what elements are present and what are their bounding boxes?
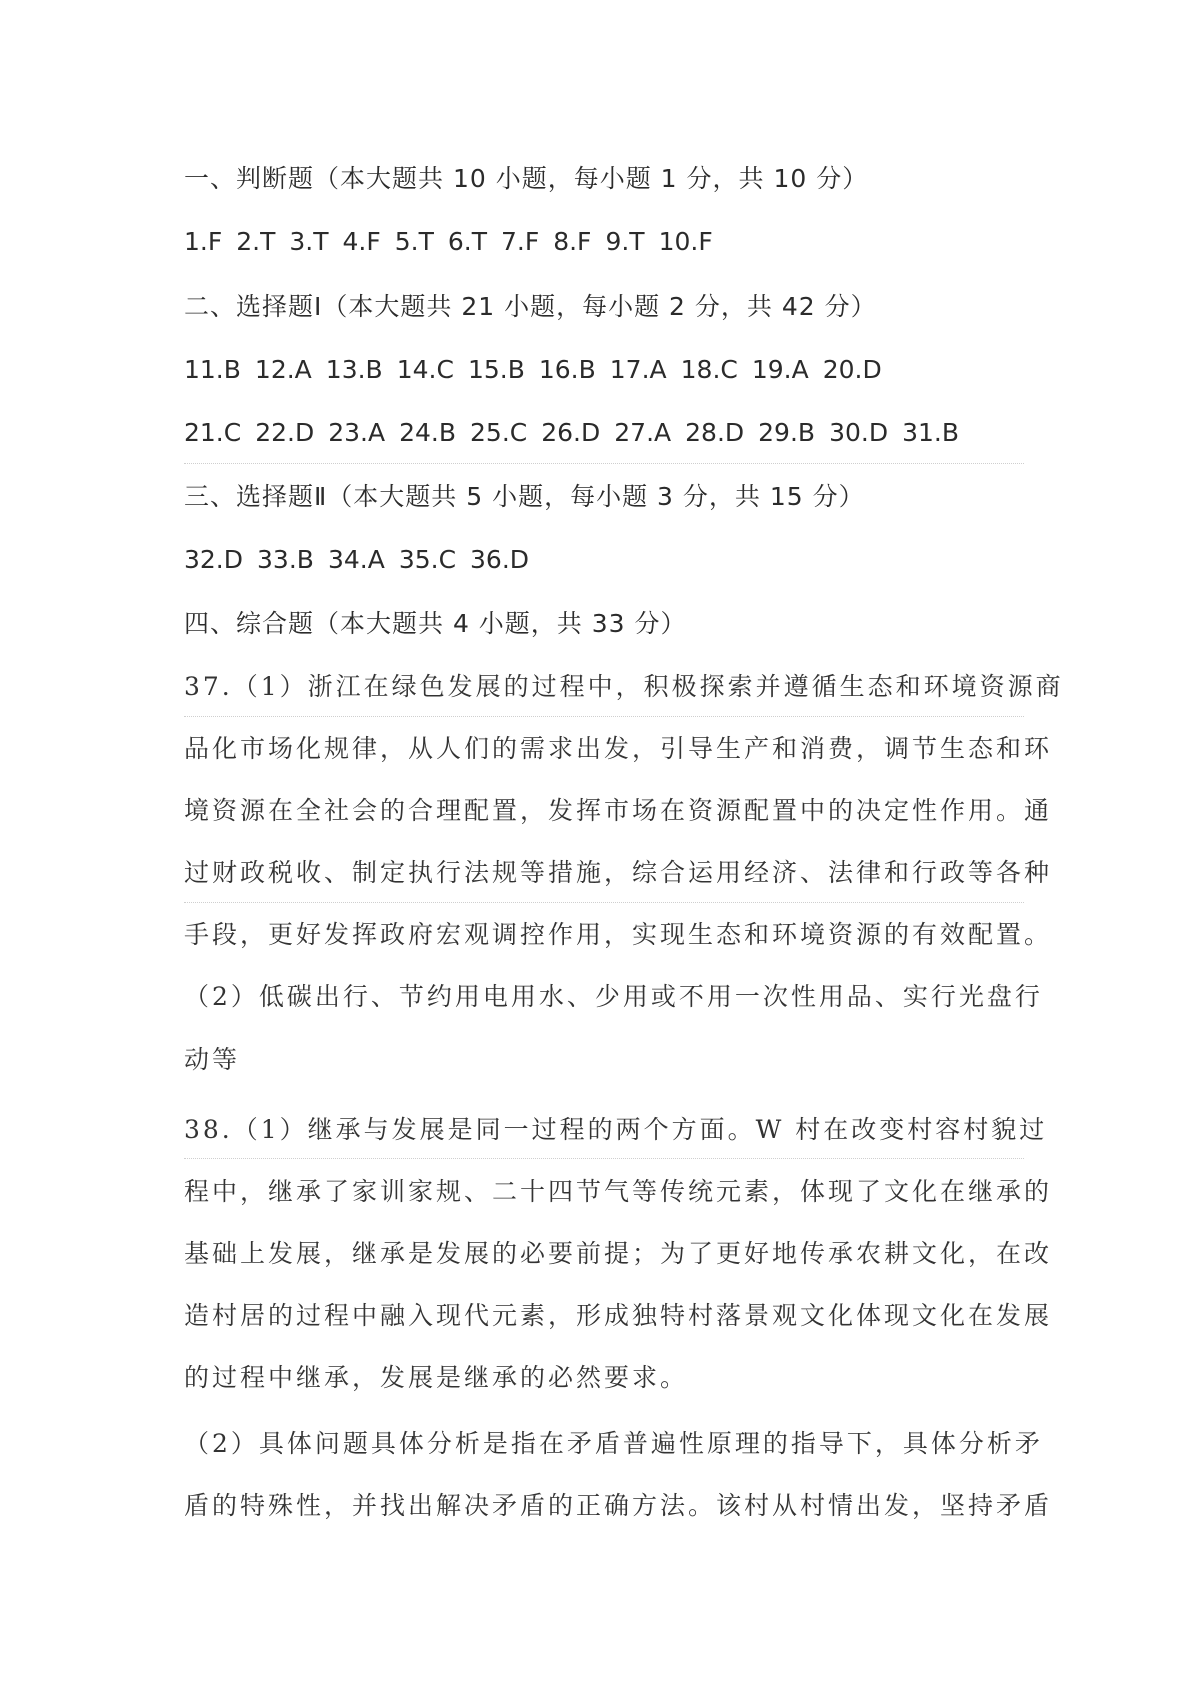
q38-line: 程中，继承了家训家规、二十四节气等传统元素，体现了文化在继承的 [184,1177,1053,1206]
answer-item: 7.F [500,227,540,256]
q38-line: 基础上发展，继承是发展的必要前提；为了更好地传承农耕文化，在改 [184,1239,1053,1268]
divider [184,1158,1024,1159]
q38-line: 造村居的过程中融入现代元素，形成独特村落景观文化体现文化在发展 [184,1301,1053,1330]
answer-item: 18.C [680,355,738,384]
section-3-heading: 三、选择题Ⅱ（本大题共 5 小题，每小题 3 分，共 15 分） [184,482,865,511]
answer-item: 4.F [342,227,381,256]
answer-item: 6.T [447,227,487,256]
answer-item: 33.B [257,545,314,574]
answer-item: 35.C [398,545,457,574]
answer-item: 5.T [394,227,434,256]
answer-item: 27.A [614,418,672,447]
q37-line: 手段，更好发挥政府宏观调控作用，实现生态和环境资源的有效配置。 [184,920,1053,949]
answer-item: 23.A [328,418,386,447]
section-1-heading: 一、判断题（本大题共 10 小题，每小题 1 分，共 10 分） [184,164,869,193]
answer-item: 8.F [553,227,592,256]
answer-item: 34.A [327,545,385,574]
answer-item: 16.B [538,355,596,384]
section-4-heading: 四、综合题（本大题共 4 小题，共 33 分） [184,609,687,638]
answer-item: 28.D [685,418,745,447]
answer-item: 20.D [822,355,882,384]
answer-item: 11.B [184,355,241,384]
answer-item: 31.B [902,418,960,447]
answer-item: 3.T [289,227,329,256]
section-2-answers-row-1 [184,353,1024,387]
section-2-answers-row-2 [184,416,1024,450]
answer-item: 13.B [325,355,383,384]
section-2-heading: 二、选择题Ⅰ（本大题共 21 小题，每小题 2 分，共 42 分） [184,292,877,321]
answer-item: 22.D [255,418,315,447]
q37-line: 境资源在全社会的合理配置，发挥市场在资源配置中的决定性作用。通 [184,796,1053,825]
q37-line: 动等 [184,1045,241,1074]
q38-line: 38.（1）继承与发展是同一过程的两个方面。W 村在改变村容村貌过 [184,1115,1048,1144]
answer-item: 36.D [470,545,530,574]
q38-line: 的过程中继承，发展是继承的必然要求。 [184,1363,689,1392]
q38-line: （2）具体问题具体分析是指在矛盾普遍性原理的指导下，具体分析矛 [184,1429,1043,1458]
divider [184,716,1024,717]
section-3-answers [184,543,1024,577]
answer-item: 24.B [399,418,457,447]
answer-item: 25.C [470,418,528,447]
answer-item: 15.B [467,355,525,384]
q37-line: 37.（1）浙江在绿色发展的过程中，积极探索并遵循生态和环境资源商 [184,672,1064,701]
answer-item: 9.T [605,227,645,256]
answer-item: 26.D [541,418,601,447]
answer-item: 29.B [758,418,816,447]
answer-item: 10.F [658,227,713,256]
q38-line: 盾的特殊性，并找出解决矛盾的正确方法。该村从村情出发，坚持矛盾 [184,1491,1053,1520]
answer-item: 14.C [396,355,454,384]
q37-line: （2）低碳出行、节约用电用水、少用或不用一次性用品、实行光盘行 [184,982,1043,1011]
divider [184,463,1024,464]
answer-item: 30.D [829,418,889,447]
answer-item: 19.A [751,355,809,384]
q37-line: 过财政税收、制定执行法规等措施，综合运用经济、法律和行政等各种 [184,858,1053,887]
divider [184,902,1024,903]
answer-item: 1.F [184,227,223,256]
answer-item: 32.D [184,545,244,574]
q37-line: 品化市场化规律，从人们的需求出发，引导生产和消费，调节生态和环 [184,734,1053,763]
answer-item: 2.T [236,227,276,256]
section-1-answers [184,225,1024,259]
answer-item: 21.C [184,418,242,447]
answer-item: 17.A [609,355,667,384]
answer-item: 12.A [254,355,312,384]
